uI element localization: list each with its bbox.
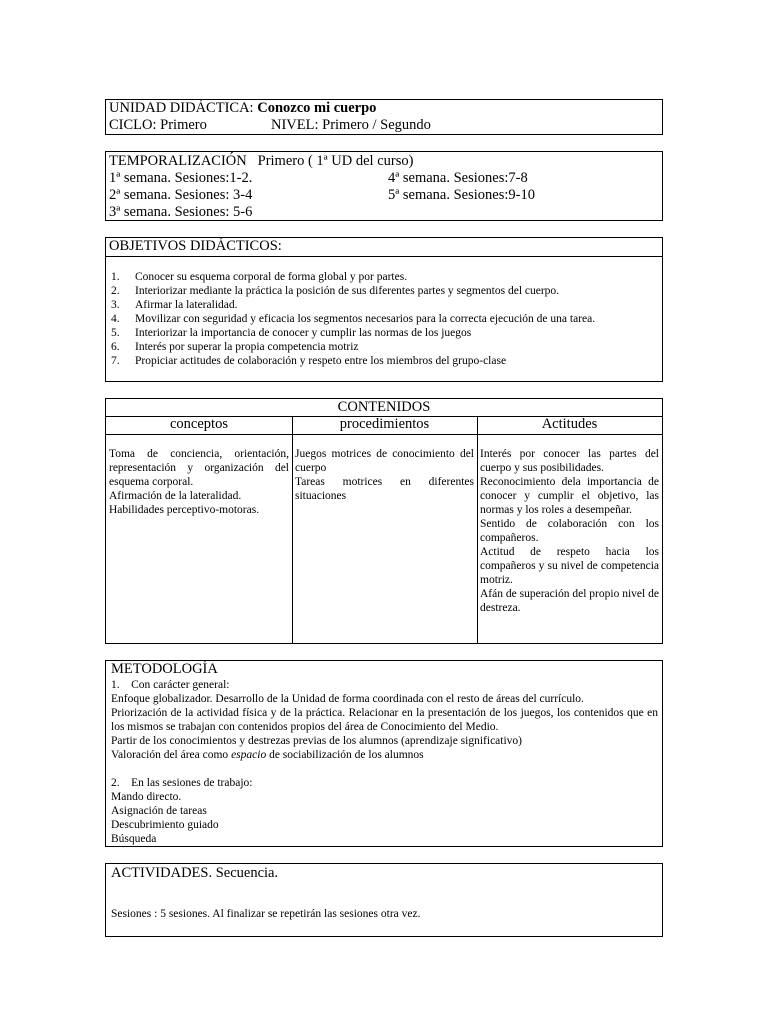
procedimientos-extra: Tareas motrices en diferentes situaciones <box>295 476 474 502</box>
sesiones-item-1: Mando directo. <box>111 791 182 803</box>
nivel-text: NIVEL: Primero / Segundo <box>271 117 431 133</box>
conceptos-extra-2: Habilidades perceptivo-motoras. <box>109 504 260 516</box>
general-line-2: Priorización de la actividad física y de la práctica. Relacionar en la presentación de los juegos, los contenidos que en los mismos se trabajan con contenidos propios del área de Conocimiento del Medio. <box>111 707 658 733</box>
objetivo-text: Movilizar con seguridad y eficacia los segmentos necesarios para la correcta ejecución de una tarea. <box>135 313 596 325</box>
objetivo-text: Afirmar la lateralidad. <box>135 299 238 311</box>
actitud-item: Interés por conocer las partes del cuerpo y sus posibilidades. <box>480 448 659 474</box>
week-3: 3ª semana. Sesiones: 5-6 <box>109 204 253 220</box>
objetivos-heading: OBJETIVOS DIDÁCTICOS: <box>109 238 282 254</box>
objetivo-item <box>111 354 659 368</box>
temporalizacion-label: TEMPORALIZACIÓN <box>109 153 247 169</box>
contenidos-box <box>105 398 663 644</box>
col-procedimientos-header: procedimientos <box>339 416 430 432</box>
objetivo-text: Interés por superar la propia competencia motriz <box>135 341 359 353</box>
unidad-label: UNIDAD DIDÁCTICA: <box>109 100 254 116</box>
temporalizacion-line <box>109 153 413 170</box>
general-label: 1. Con carácter general: <box>111 679 230 691</box>
contenidos-divider-mid <box>106 434 662 435</box>
col-actitudes-header: Actitudes <box>541 416 598 432</box>
actividades-box <box>105 863 663 937</box>
actividades-text: Sesiones : 5 sesiones. Al finalizar se repetirán las sesiones otra vez. <box>111 908 421 920</box>
objetivo-text: Conocer su esquema corporal de forma global y por partes. <box>135 271 408 283</box>
actitudes-cell <box>477 447 662 615</box>
sesiones-label: 2. En las sesiones de trabajo: <box>111 777 253 789</box>
objetivo-item <box>111 270 659 284</box>
valoracion-b: de sociabilización de los alumnos <box>266 749 424 761</box>
unidad-line <box>109 100 376 117</box>
conceptos-extra-1: Afirmación de la lateralidad. <box>109 490 242 502</box>
objetivos-list <box>111 270 659 368</box>
ciclo-text: CICLO: Primero <box>109 117 207 133</box>
general-line-1: Enfoque globalizador. Desarrollo de la Unidad de forma coordinada con el resto de áreas del currículo. <box>111 693 584 705</box>
general-line-3: Partir de los conocimientos y destrezas previas de los alumnos (aprendizaje significativo) <box>111 735 523 747</box>
procedimientos-text: Juegos motrices de conocimiento del cuerpo <box>295 448 474 474</box>
objetivo-item <box>111 340 659 354</box>
objetivo-number: 1. <box>111 271 120 283</box>
sesiones-item-3: Descubrimiento guiado <box>111 819 219 831</box>
objetivo-item <box>111 284 659 298</box>
valoracion-em: espacio <box>231 749 267 761</box>
unidad-box <box>105 99 663 135</box>
conceptos-text: Toma de conciencia, orientación, representación y organización del esquema corporal. <box>109 448 289 488</box>
week-4: 4ª semana. Sesiones:7-8 <box>388 170 528 186</box>
sesiones-item-2: Asignación de tareas <box>111 805 207 817</box>
actitud-item: Reconocimiento dela importancia de conocer y cumplir el objetivo, las normas y los roles a desempeñar. <box>480 476 659 516</box>
contenidos-heading: CONTENIDOS <box>337 399 431 415</box>
valoracion-a: Valoración del área como <box>111 749 232 761</box>
objetivo-item <box>111 298 659 312</box>
objetivo-number: 7. <box>111 355 120 367</box>
metodologia-box <box>105 660 663 847</box>
col-conceptos-header: conceptos <box>170 416 228 432</box>
objetivo-number: 4. <box>111 313 120 325</box>
conceptos-cell <box>106 447 292 517</box>
week-5: 5ª semana. Sesiones:9-10 <box>388 187 535 203</box>
week-2: 2ª semana. Sesiones: 3-4 <box>109 187 253 203</box>
actitud-item: Afán de superación del propio nivel de destreza. <box>480 588 659 614</box>
objetivo-item <box>111 312 659 326</box>
objetivo-text: Interiorizar la importancia de conocer y cumplir las normas de los juegos <box>135 327 472 339</box>
actividades-heading: ACTIVIDADES. Secuencia. <box>111 865 279 881</box>
objetivo-number: 2. <box>111 285 120 297</box>
temporalizacion-box <box>105 151 663 221</box>
objetivo-number: 3. <box>111 299 120 311</box>
objetivos-divider <box>106 256 662 257</box>
objetivo-text: Interiorizar mediante la práctica la posición de sus diferentes partes y segmentos del cuerpo. <box>135 285 560 297</box>
objetivo-number: 6. <box>111 341 120 353</box>
unidad-title: Conozco mi cuerpo <box>257 100 377 116</box>
objetivo-item <box>111 326 659 340</box>
objetivos-box <box>105 237 663 382</box>
objetivo-text: Propiciar actitudes de colaboración y respeto entre los miembros del grupo-clase <box>135 355 507 367</box>
valoracion-line <box>111 748 658 762</box>
objetivo-number: 5. <box>111 327 120 339</box>
temporalizacion-value: Primero ( 1ª UD del curso) <box>257 153 414 169</box>
actitud-item: Actitud de respeto hacia los compañeros y su nivel de competencia motriz. <box>480 546 659 586</box>
procedimientos-cell <box>292 447 477 503</box>
metodologia-heading: METODOLOGÍA <box>111 661 218 677</box>
actitud-item: Sentido de colaboración con los compañeros. <box>480 518 659 544</box>
week-1: 1ª semana. Sesiones:1-2. <box>109 170 253 186</box>
sesiones-item-4: Búsqueda <box>111 833 157 845</box>
